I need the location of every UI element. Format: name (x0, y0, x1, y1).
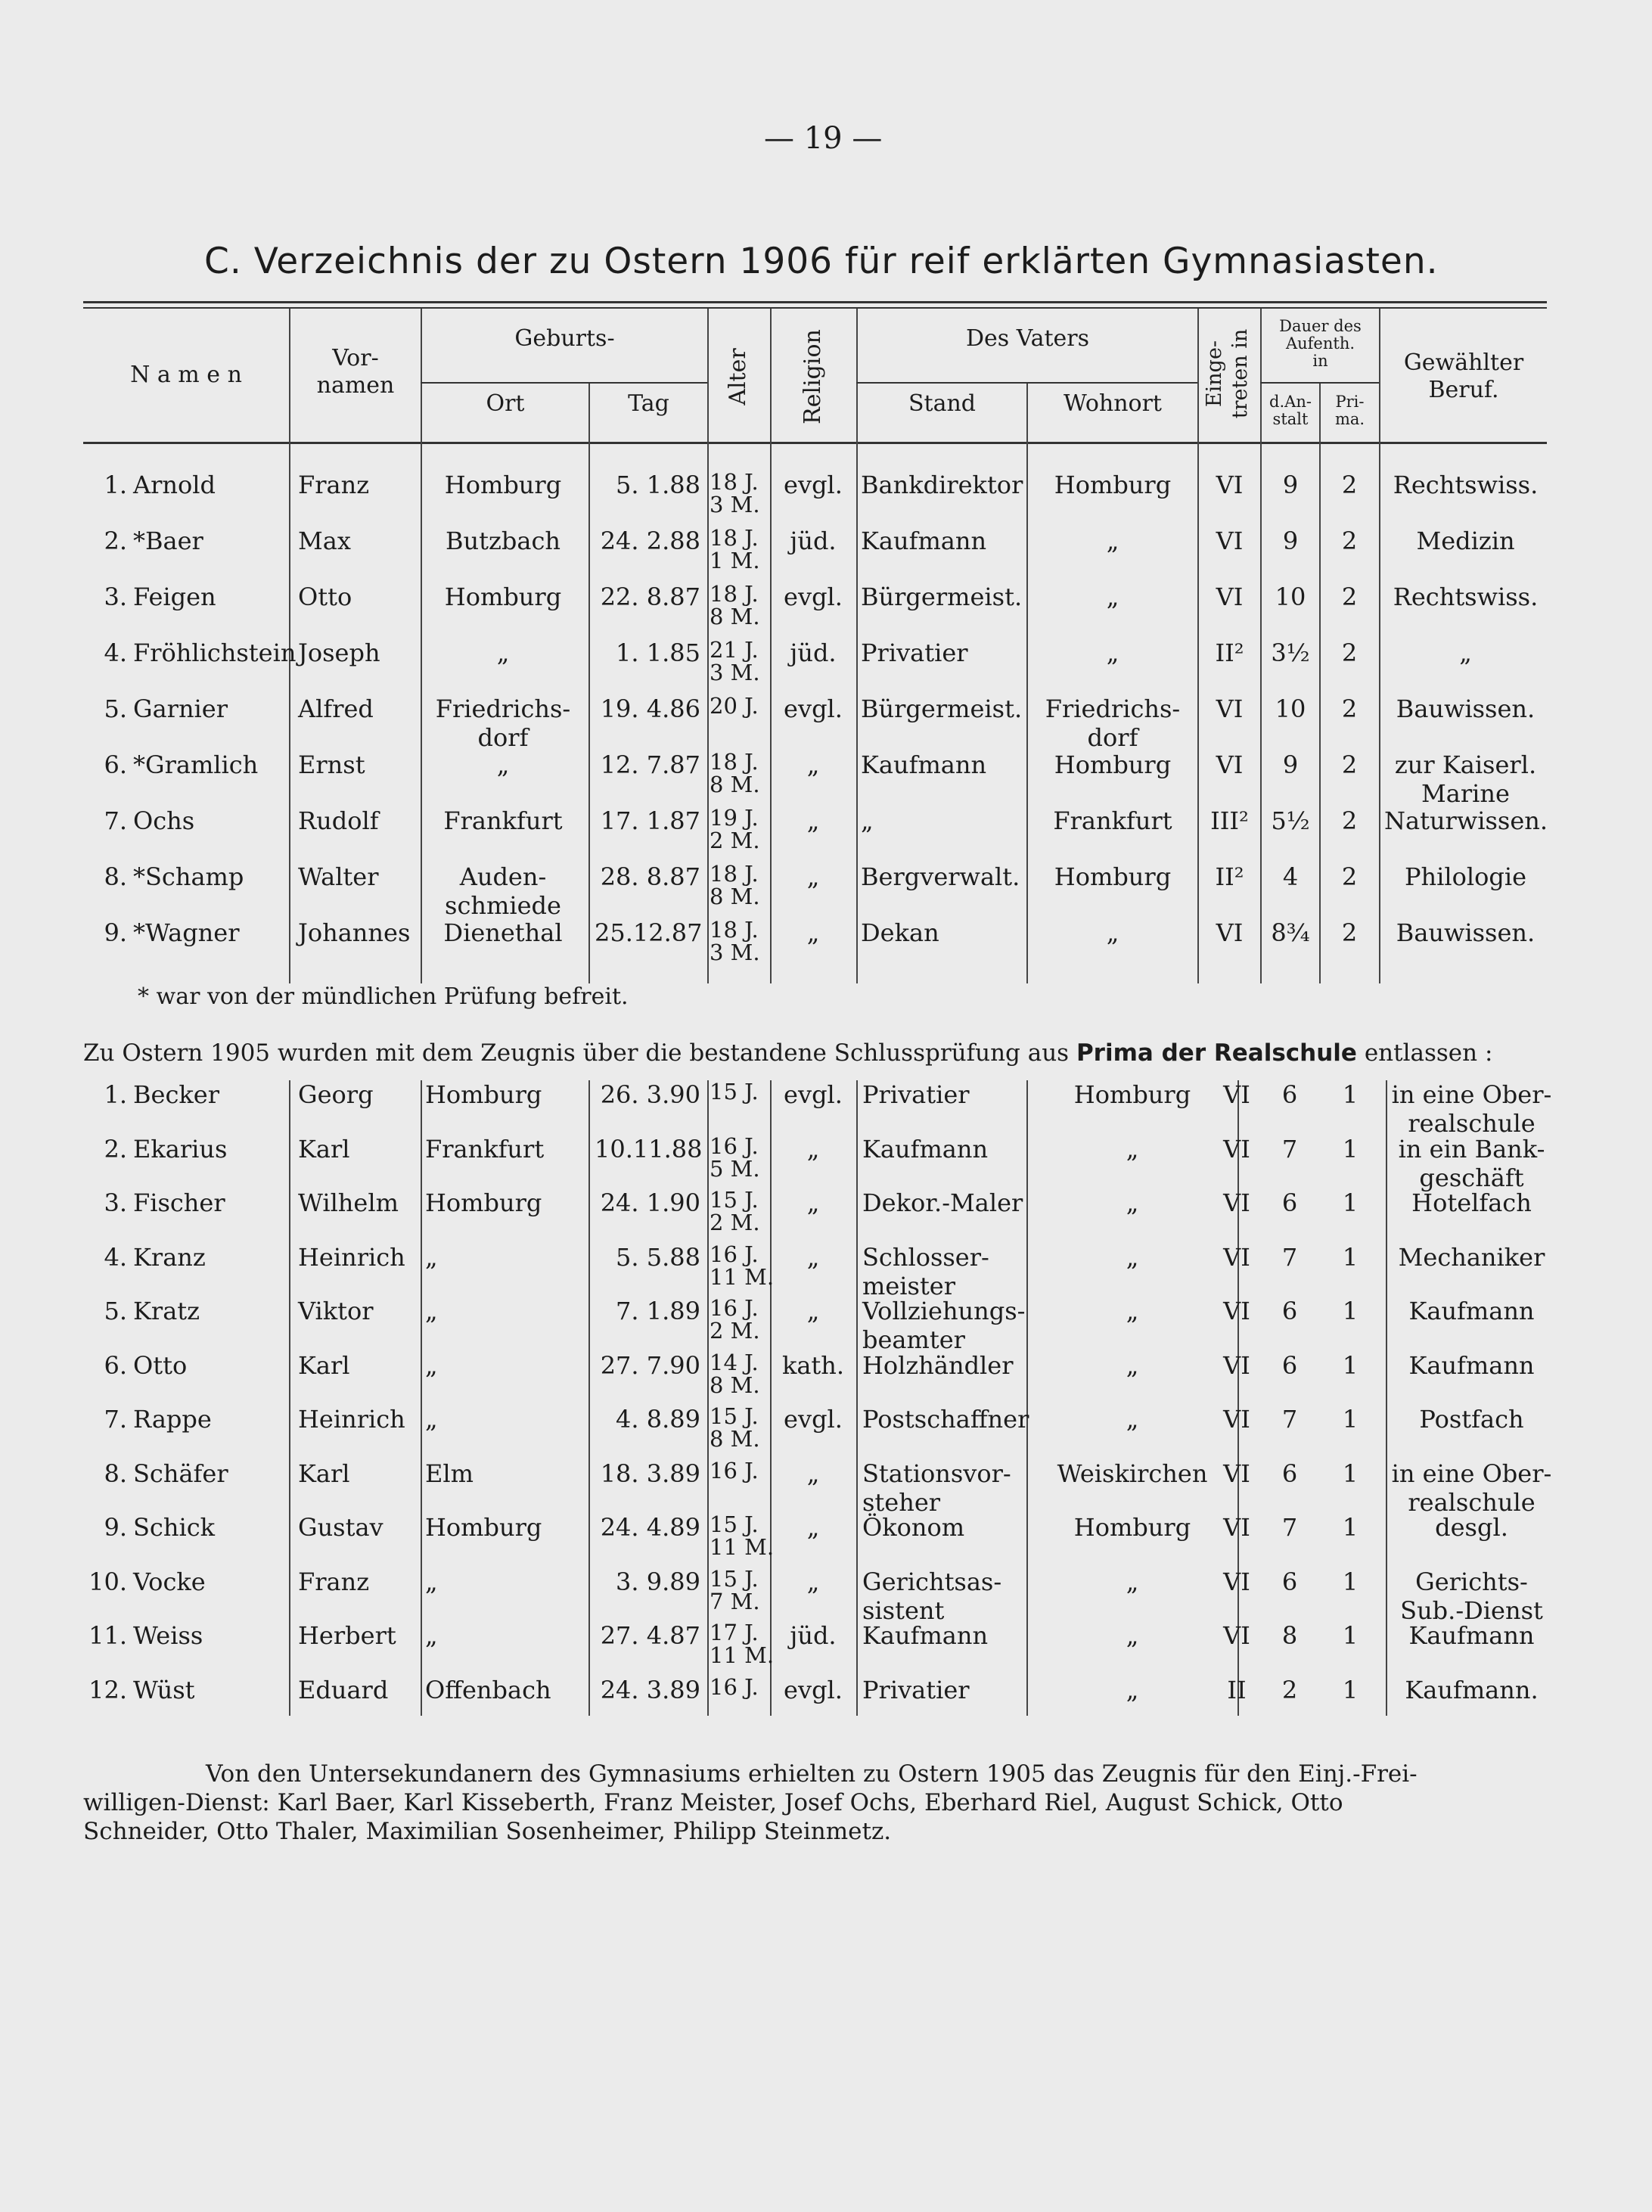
cell-name: *Schamp (133, 862, 244, 891)
cell-name: Wüst (133, 1675, 195, 1704)
cell-stand: Bürgermeist. (861, 583, 1023, 611)
cell-anstalt: 9 (1282, 527, 1299, 555)
cell-vorname: Karl (298, 1459, 350, 1488)
col-header-stand: Stand (908, 390, 977, 417)
col-header-prima: Pri- ma. (1334, 393, 1365, 429)
col-header-alter: Alter (725, 348, 751, 405)
cell-ort: Elm (425, 1459, 474, 1488)
col-header-tag: Tag (628, 390, 669, 417)
cell-alter: 17 J. 11 M. (710, 1620, 775, 1668)
cell-tag: 12. 7.87 (600, 750, 700, 779)
cell-eingetreten: VI (1223, 1513, 1250, 1542)
cell-prima: 1 (1342, 1350, 1359, 1380)
cell-eingetreten: VI (1223, 1188, 1250, 1217)
cell-eingetreten: VI (1223, 1350, 1250, 1380)
cell-anstalt: 6 (1281, 1567, 1298, 1596)
cell-stand: Privatier (861, 638, 968, 667)
cell-tag: 1. 1.85 (616, 638, 700, 667)
cell-beruf: „ (1459, 638, 1472, 667)
cell-name: Arnold (133, 471, 216, 499)
cell-ort: Homburg (444, 583, 562, 611)
cell-tag: 27. 4.87 (600, 1621, 700, 1650)
cell-name: Otto (133, 1350, 188, 1380)
cell-prima: 1 (1342, 1513, 1359, 1542)
cell-wohnort: Homburg (1054, 750, 1172, 779)
cell-nr: 4. (104, 638, 127, 667)
footnote: * war von der mündlichen Prüfung befreit. (138, 983, 629, 1010)
cell-name: *Baer (133, 527, 203, 555)
cell-vorname: Georg (298, 1080, 374, 1109)
intro-bold: Prima der Realschule (1076, 1039, 1357, 1067)
cell-religion: evgl. (784, 1675, 843, 1704)
cell-eingetreten: VI (1216, 918, 1244, 947)
col-header-vornamen: Vor- namen (316, 345, 395, 399)
cell-wohnort: „ (1126, 1134, 1139, 1163)
cell-wohnort: „ (1106, 583, 1119, 611)
cell-stand: Postschaffner (862, 1405, 1029, 1434)
cell-tag: 17. 1.87 (600, 806, 700, 835)
cell-anstalt: 2 (1281, 1675, 1298, 1704)
cell-eingetreten: VI (1216, 694, 1244, 723)
cell-tag: 3. 9.89 (616, 1567, 700, 1596)
cell-prima: 2 (1341, 918, 1358, 947)
cell-ort: „ (425, 1242, 438, 1272)
closing-line: willigen-Dienst: Karl Baer, Karl Kisseberth, Franz Meister, Josef Ochs, Eberhard Riel, August Schick, Otto (83, 1789, 1343, 1816)
cell-vorname: Heinrich (298, 1242, 405, 1272)
cell-wohnort: Homburg (1054, 862, 1172, 891)
cell-religion: „ (806, 862, 820, 891)
cell-alter: 19 J. 2 M. (710, 805, 760, 853)
cell-tag: 24. 4.89 (600, 1513, 700, 1542)
cell-prima: 1 (1342, 1459, 1359, 1488)
cell-prima: 2 (1341, 750, 1358, 779)
cell-name: Fröhlichstein (133, 638, 297, 667)
cell-stand: „ (861, 806, 874, 835)
cell-anstalt: 9 (1282, 750, 1299, 779)
cell-alter: 16 J. (710, 1457, 759, 1483)
cell-nr: 6. (104, 1350, 127, 1380)
cell-vorname: Gustav (298, 1513, 384, 1542)
page-number: — 19 — (764, 121, 883, 156)
cell-nr: 8. (104, 1459, 127, 1488)
cell-tag: 10.11.88 (595, 1134, 703, 1163)
cell-beruf: Kaufmann (1408, 1297, 1535, 1325)
col-header-des-vaters: Des Vaters (965, 325, 1090, 352)
cell-eingetreten: VI (1216, 527, 1244, 555)
cell-vorname: Johannes (298, 918, 411, 947)
cell-religion: „ (806, 1459, 820, 1488)
cell-vorname: Heinrich (298, 1405, 405, 1434)
cell-beruf: Philologie (1404, 862, 1527, 891)
cell-vorname: Joseph (298, 638, 380, 667)
cell-religion: kath. (781, 1350, 845, 1380)
cell-prima: 2 (1341, 694, 1358, 723)
cell-name: Feigen (133, 583, 216, 611)
cell-tag: 4. 8.89 (616, 1405, 700, 1434)
cell-stand: Bürgermeist. (861, 694, 1023, 723)
cell-tag: 25.12.87 (595, 918, 703, 947)
cell-anstalt: 6 (1281, 1188, 1298, 1217)
cell-anstalt: 10 (1275, 583, 1306, 611)
cell-ort: Homburg (425, 1513, 542, 1542)
cell-ort: „ (496, 638, 510, 667)
cell-beruf: Naturwissen. (1384, 806, 1548, 835)
cell-beruf: Rechtswiss. (1393, 583, 1539, 611)
cell-prima: 1 (1342, 1242, 1359, 1272)
cell-eingetreten: II (1227, 1675, 1247, 1704)
closing-line: Von den Untersekundanern des Gymnasiums erhielten zu Ostern 1905 das Zeugnis für den Einj.-Frei- (206, 1760, 1418, 1788)
cell-ort: „ (425, 1297, 438, 1325)
cell-eingetreten: VI (1216, 750, 1244, 779)
cell-nr: 2. (104, 1134, 127, 1163)
cell-stand: Privatier (862, 1675, 970, 1704)
cell-eingetreten: VI (1223, 1134, 1250, 1163)
cell-alter: 18 J. 1 M. (710, 525, 760, 573)
cell-nr: 7. (104, 806, 127, 835)
cell-wohnort: „ (1126, 1567, 1139, 1596)
cell-ort: „ (425, 1621, 438, 1650)
cell-tag: 27. 7.90 (600, 1350, 700, 1380)
cell-nr: 9. (104, 918, 127, 947)
cell-wohnort: Homburg (1073, 1080, 1191, 1109)
cell-wohnort: „ (1126, 1188, 1139, 1217)
cell-vorname: Walter (298, 862, 379, 891)
col-header-eingetreten: Einge- treten in (1203, 328, 1252, 419)
cell-stand: Privatier (862, 1080, 970, 1109)
cell-ort: Friedrichs- dorf (435, 694, 571, 752)
cell-name: Vocke (133, 1567, 206, 1596)
cell-religion: evgl. (784, 1405, 843, 1434)
cell-alter: 18 J. 8 M. (710, 749, 760, 797)
cell-religion: evgl. (784, 1080, 843, 1109)
cell-religion: „ (806, 1513, 820, 1542)
cell-vorname: Ernst (298, 750, 365, 779)
cell-vorname: Viktor (298, 1297, 374, 1325)
cell-nr: 12. (88, 1675, 127, 1704)
cell-alter: 20 J. (710, 693, 759, 719)
cell-tag: 24. 1.90 (600, 1188, 700, 1217)
cell-name: Kranz (133, 1242, 206, 1272)
cell-stand: Ökonom (862, 1513, 965, 1542)
cell-prima: 1 (1342, 1297, 1359, 1325)
cell-alter: 15 J. (710, 1079, 759, 1104)
cell-name: Ekarius (133, 1134, 228, 1163)
cell-prima: 1 (1342, 1675, 1359, 1704)
cell-beruf: Mechaniker (1398, 1242, 1545, 1272)
cell-ort: Butzbach (446, 527, 560, 555)
cell-prima: 2 (1341, 862, 1358, 891)
cell-ort: Auden- schmiede (445, 862, 561, 920)
cell-ort: „ (496, 750, 510, 779)
cell-eingetreten: III² (1210, 806, 1249, 835)
cell-stand: Bankdirektor (861, 471, 1023, 499)
cell-nr: 8. (104, 862, 127, 891)
cell-wohnort: „ (1126, 1350, 1139, 1380)
cell-wohnort: „ (1106, 527, 1119, 555)
cell-nr: 6. (104, 750, 127, 779)
cell-anstalt: 6 (1281, 1297, 1298, 1325)
cell-tag: 24. 2.88 (600, 527, 700, 555)
cell-anstalt: 5½ (1271, 806, 1310, 835)
cell-name: Kratz (133, 1297, 200, 1325)
cell-religion: „ (806, 1242, 820, 1272)
cell-religion: evgl. (784, 471, 843, 499)
col-header-dauer: Dauer des Aufenth. in (1279, 317, 1362, 371)
cell-alter: 16 J. (710, 1673, 759, 1700)
cell-tag: 7. 1.89 (616, 1297, 700, 1325)
cell-religion: „ (806, 1188, 820, 1217)
cell-beruf: Bauwissen. (1396, 918, 1536, 947)
cell-stand: Dekan (861, 918, 939, 947)
cell-vorname: Karl (298, 1134, 350, 1163)
cell-nr: 9. (104, 1513, 127, 1542)
cell-name: Weiss (133, 1621, 203, 1650)
cell-prima: 2 (1341, 471, 1358, 499)
cell-alter: 21 J. 3 M. (710, 637, 760, 685)
cell-beruf: in ein Bank- geschäft (1398, 1134, 1545, 1192)
cell-vorname: Max (298, 527, 351, 555)
cell-ort: Offenbach (425, 1675, 551, 1704)
cell-name: Schick (133, 1513, 215, 1542)
cell-eingetreten: VI (1223, 1459, 1250, 1488)
cell-stand: Bergverwalt. (861, 862, 1020, 891)
cell-alter: 15 J. 8 M. (710, 1403, 760, 1452)
cell-religion: „ (806, 1567, 820, 1596)
cell-nr: 11. (88, 1621, 127, 1650)
cell-stand: Gerichtsas- sistent (862, 1567, 1002, 1625)
cell-beruf: Medizin (1416, 527, 1515, 555)
cell-nr: 5. (104, 1297, 127, 1325)
cell-religion: „ (806, 918, 820, 947)
cell-anstalt: 7 (1281, 1405, 1298, 1434)
cell-tag: 18. 3.89 (600, 1459, 700, 1488)
cell-alter: 18 J. 8 M. (710, 861, 760, 909)
col-header-beruf: Gewählter Beruf. (1403, 350, 1524, 403)
cell-religion: „ (806, 750, 820, 779)
cell-prima: 2 (1341, 806, 1358, 835)
cell-wohnort: „ (1126, 1297, 1139, 1325)
cell-stand: Dekor.-Maler (862, 1188, 1023, 1217)
cell-anstalt: 6 (1281, 1080, 1298, 1109)
cell-name: Schäfer (133, 1459, 228, 1488)
cell-wohnort: Homburg (1073, 1513, 1191, 1542)
cell-vorname: Franz (298, 1567, 370, 1596)
cell-alter: 15 J. 2 M. (710, 1187, 760, 1235)
cell-nr: 2. (104, 527, 127, 555)
cell-wohnort: „ (1126, 1675, 1139, 1704)
cell-vorname: Alfred (298, 694, 374, 723)
cell-name: *Gramlich (133, 750, 259, 779)
cell-nr: 10. (88, 1567, 127, 1596)
cell-eingetreten: VI (1223, 1297, 1250, 1325)
cell-tag: 24. 3.89 (600, 1675, 700, 1704)
cell-name: Rappe (133, 1405, 212, 1434)
cell-stand: Kaufmann (862, 1134, 989, 1163)
cell-religion: jüd. (790, 527, 837, 555)
cell-tag: 22. 8.87 (600, 583, 700, 611)
cell-nr: 3. (104, 1188, 127, 1217)
cell-prima: 2 (1341, 638, 1358, 667)
cell-name: Becker (133, 1080, 219, 1109)
cell-anstalt: 7 (1281, 1134, 1298, 1163)
cell-vorname: Otto (298, 583, 352, 611)
cell-nr: 3. (104, 583, 127, 611)
cell-stand: Kaufmann (862, 1621, 989, 1650)
cell-ort: „ (425, 1350, 438, 1380)
cell-tag: 5. 1.88 (616, 471, 700, 499)
cell-vorname: Rudolf (298, 806, 379, 835)
cell-beruf: Rechtswiss. (1393, 471, 1539, 499)
cell-ort: Homburg (425, 1188, 542, 1217)
cell-stand: Stationsvor- steher (862, 1459, 1011, 1517)
cell-wohnort: „ (1126, 1242, 1139, 1272)
col-header-ort: Ort (486, 390, 525, 417)
col-header-namen: N a m e n (130, 362, 242, 388)
cell-vorname: Wilhelm (298, 1188, 399, 1217)
cell-beruf: Kaufmann. (1405, 1675, 1539, 1704)
cell-prima: 1 (1342, 1134, 1359, 1163)
cell-religion: jüd. (790, 638, 837, 667)
cell-prima: 1 (1342, 1621, 1359, 1650)
cell-alter: 14 J. 8 M. (710, 1349, 760, 1398)
cell-wohnort: „ (1106, 918, 1119, 947)
col-header-wohnort: Wohnort (1064, 390, 1162, 417)
cell-vorname: Franz (298, 471, 370, 499)
cell-alter: 16 J. 2 M. (710, 1295, 760, 1344)
cell-tag: 19. 4.86 (600, 694, 700, 723)
cell-beruf: Gerichts- Sub.-Dienst (1400, 1567, 1543, 1625)
cell-anstalt: 9 (1282, 471, 1299, 499)
cell-prima: 2 (1341, 527, 1358, 555)
cell-tag: 5. 5.88 (616, 1242, 700, 1272)
cell-prima: 1 (1342, 1405, 1359, 1434)
cell-stand: Kaufmann (861, 750, 987, 779)
cell-vorname: Eduard (298, 1675, 389, 1704)
cell-name: Ochs (133, 806, 195, 835)
cell-wohnort: Weiskirchen (1057, 1459, 1208, 1488)
cell-eingetreten: VI (1223, 1621, 1250, 1650)
cell-name: Garnier (133, 694, 228, 723)
cell-vorname: Herbert (298, 1621, 396, 1650)
closing-line: Schneider, Otto Thaler, Maximilian Sosenheimer, Philipp Steinmetz. (83, 1818, 892, 1845)
closing-paragraph (83, 1760, 1566, 1846)
cell-ort: Homburg (425, 1080, 542, 1109)
cell-wohnort: Frankfurt (1053, 806, 1172, 835)
cell-wohnort: Homburg (1054, 471, 1172, 499)
page-title: C. Verzeichnis der zu Ostern 1906 für reif erklärten Gymnasiasten. (204, 241, 1439, 282)
cell-tag: 26. 3.90 (600, 1080, 700, 1109)
cell-anstalt: 8 (1281, 1621, 1298, 1650)
col-header-religion: Religion (800, 329, 826, 424)
cell-stand: Schlosser- meister (862, 1242, 989, 1300)
cell-beruf: Bauwissen. (1396, 694, 1536, 723)
cell-beruf: zur Kaiserl. Marine (1394, 750, 1537, 808)
cell-stand: Vollziehungs- beamter (862, 1297, 1026, 1354)
cell-name: Fischer (133, 1188, 225, 1217)
cell-anstalt: 10 (1275, 694, 1306, 723)
cell-nr: 1. (104, 1080, 127, 1109)
cell-tag: 28. 8.87 (600, 862, 700, 891)
intro-end: entlassen : (1364, 1039, 1493, 1067)
cell-alter: 16 J. 5 M. (710, 1132, 760, 1182)
cell-beruf: Hotelfach (1411, 1188, 1532, 1217)
cell-wohnort: Friedrichs- dorf (1045, 694, 1181, 752)
cell-eingetreten: VI (1223, 1080, 1250, 1109)
cell-ort: Homburg (444, 471, 562, 499)
cell-vorname: Karl (298, 1350, 350, 1380)
cell-religion: „ (806, 1297, 820, 1325)
cell-anstalt: 7 (1281, 1242, 1298, 1272)
cell-alter: 18 J. 8 M. (710, 581, 760, 629)
cell-ort: „ (425, 1567, 438, 1596)
cell-nr: 5. (104, 694, 127, 723)
cell-eingetreten: VI (1216, 471, 1244, 499)
cell-ort: „ (425, 1405, 438, 1434)
cell-prima: 1 (1342, 1567, 1359, 1596)
cell-religion: „ (806, 806, 820, 835)
cell-alter: 16 J. 11 M. (710, 1241, 775, 1290)
cell-prima: 2 (1341, 583, 1358, 611)
cell-ort: Frankfurt (443, 806, 563, 835)
cell-anstalt: 7 (1281, 1513, 1298, 1542)
cell-eingetreten: VI (1223, 1405, 1250, 1434)
cell-religion: jüd. (790, 1621, 837, 1650)
cell-nr: 7. (104, 1405, 127, 1434)
cell-prima: 1 (1342, 1080, 1359, 1109)
cell-nr: 4. (104, 1242, 127, 1272)
cell-alter: 15 J. 11 M. (710, 1511, 775, 1560)
cell-beruf: in eine Ober- realschule (1391, 1459, 1552, 1517)
cell-wohnort: „ (1106, 638, 1119, 667)
cell-religion: evgl. (784, 583, 843, 611)
cell-stand: Kaufmann (861, 527, 987, 555)
cell-prima: 1 (1342, 1188, 1359, 1217)
cell-alter: 18 J. 3 M. (710, 917, 760, 965)
cell-religion: evgl. (784, 694, 843, 723)
cell-ort: Frankfurt (425, 1134, 545, 1163)
col-header-geburts: Geburts- (514, 325, 615, 352)
cell-eingetreten: VI (1223, 1242, 1250, 1272)
cell-eingetreten: VI (1216, 583, 1244, 611)
cell-beruf: Kaufmann (1408, 1621, 1535, 1650)
cell-anstalt: 6 (1281, 1459, 1298, 1488)
cell-eingetreten: II² (1215, 638, 1244, 667)
cell-beruf: desgl. (1435, 1513, 1508, 1542)
cell-eingetreten: II² (1215, 862, 1244, 891)
cell-beruf: Postfach (1419, 1405, 1524, 1434)
col-header-anstalt: d.An- stalt (1269, 393, 1312, 429)
cell-beruf: in eine Ober- realschule (1391, 1080, 1552, 1138)
cell-beruf: Kaufmann (1408, 1350, 1535, 1380)
cell-stand: Holzhändler (862, 1350, 1014, 1380)
cell-alter: 15 J. 7 M. (710, 1565, 760, 1614)
cell-wohnort: „ (1126, 1405, 1139, 1434)
cell-name: *Wagner (133, 918, 240, 947)
cell-anstalt: 4 (1282, 862, 1299, 891)
cell-alter: 18 J. 3 M. (710, 469, 760, 517)
cell-anstalt: 8¾ (1271, 918, 1310, 947)
cell-nr: 1. (104, 471, 127, 499)
cell-wohnort: „ (1126, 1621, 1139, 1650)
cell-anstalt: 6 (1281, 1350, 1298, 1380)
cell-religion: „ (806, 1134, 820, 1163)
section-intro (83, 1039, 1492, 1067)
intro-text: Zu Ostern 1905 wurden mit dem Zeugnis über die bestandene Schlussprüfung aus (83, 1039, 1070, 1067)
cell-anstalt: 3½ (1271, 638, 1310, 667)
cell-ort: Dienethal (443, 918, 563, 947)
cell-eingetreten: VI (1223, 1567, 1250, 1596)
